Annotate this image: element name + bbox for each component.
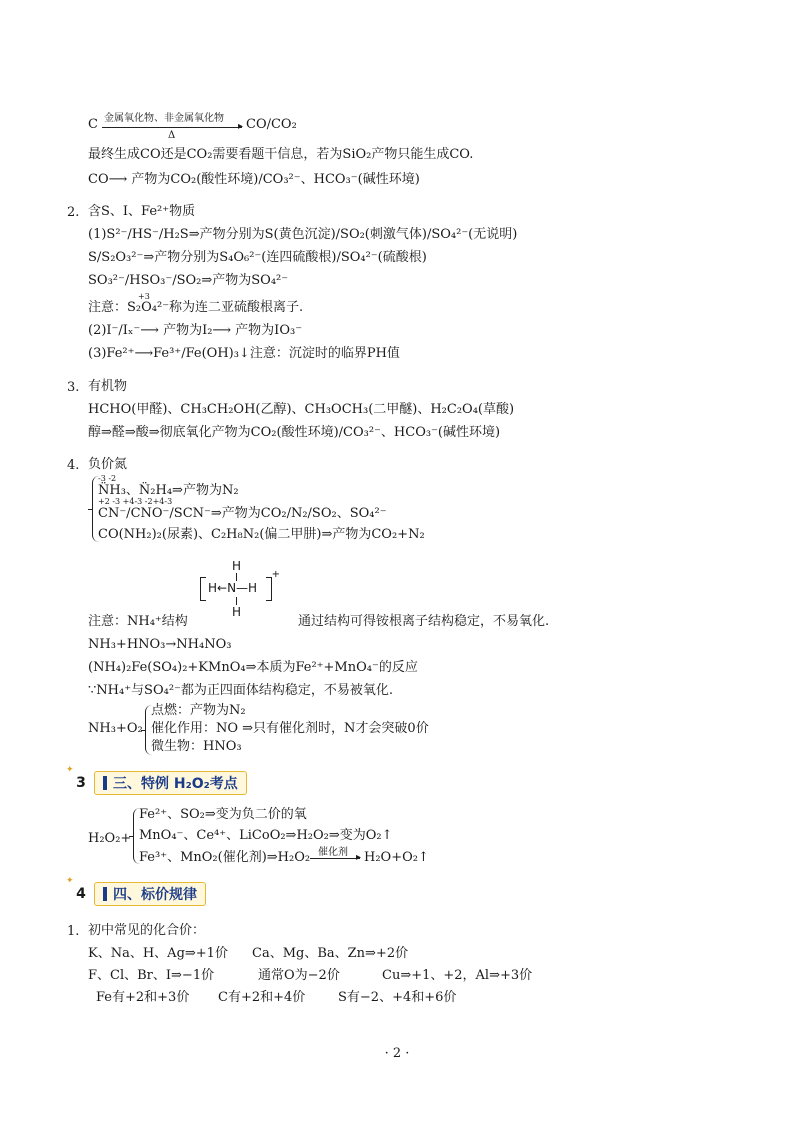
- bracket-left: [200, 577, 206, 601]
- text-line: 最终生成CO还是CO₂需要看题干信息，若为SiO₂产物只能生成CO.: [88, 147, 474, 162]
- text-line: 注意：S₂O₄²⁻称为连二亚硫酸根离子.: [88, 300, 304, 315]
- atom-h: H: [232, 605, 242, 619]
- item-title: 含S、I、Fe²⁺物质: [88, 204, 196, 219]
- text-line: S/S₂O₃²⁻⇒产物分别为S₄O₆²⁻(连四硫酸根)/SO₄²⁻(硫酸根): [88, 250, 427, 265]
- text-line: 点燃：产物为N₂: [151, 703, 246, 718]
- oxidation-states: -3 -2: [98, 474, 117, 483]
- item-number: 4.: [67, 458, 80, 473]
- text-line: CN⁻/CNO⁻/SCN⁻⇒产物为CO₂/N₂/SO₂、SO₄²⁻: [98, 506, 387, 521]
- item-number: 1.: [67, 924, 80, 939]
- text-line: N̈H₃、N̈₂H₄⇒产物为N₂: [98, 483, 239, 498]
- text-line: F、Cl、Br、I⇒−1价: [88, 968, 215, 983]
- text-line: 通常O为−2价: [258, 968, 340, 983]
- section-title: 三、特例 H₂O₂考点: [94, 771, 247, 795]
- item-title: 负价氮: [88, 457, 128, 472]
- text-line: S有−2、+4和+6价: [338, 990, 457, 1005]
- text-line: (2)I⁻/Iₓ⁻⟶ 产物为I₂⟶ 产物为IO₃⁻: [88, 323, 303, 338]
- text-line: Fe有+2和+3价: [96, 990, 190, 1005]
- text-line: 催化作用：NO ⇒只有催化剂时，N才会突破0价: [151, 721, 429, 736]
- reaction-arrow: [102, 127, 242, 128]
- text-line: (NH₄)₂Fe(SO₄)₂+KMnO₄⇒本质为Fe²⁺+MnO₄⁻的反应: [88, 660, 418, 675]
- section-header: [72, 771, 247, 795]
- reactant: NH₃+O₂: [88, 721, 143, 736]
- text-line: HCHO(甲醛)、CH₃CH₂OH(乙醇)、CH₃OCH₃(二甲醚)、H₂C₂O₄(草酸): [88, 402, 515, 417]
- text-line: 醇⇒醛⇒酸⇒彻底氧化产物为CO₂(酸性环境)/CO₃²⁻、HCO₃⁻(碱性环境): [88, 425, 501, 440]
- section-number: ✦ 3: [72, 773, 90, 793]
- text-line: 通过结构可得铵根离子结构稳定，不易氧化.: [298, 614, 550, 629]
- item-title: 有机物: [88, 379, 128, 394]
- text-line: Fe³⁺、MnO₂(催化剂)⇒H₂O₂: [139, 850, 311, 865]
- text-line: C有+2和+4价: [218, 990, 306, 1005]
- bracket-right: [266, 577, 272, 601]
- carbon-reactant: C: [88, 117, 98, 132]
- text-line: SO₃²⁻/HSO₃⁻/SO₂⇒产物为SO₄²⁻: [88, 273, 289, 288]
- charge: +: [271, 569, 280, 580]
- text-line: K、Na、H、Ag⇒+1价: [88, 946, 228, 961]
- carbon-product: CO/CO₂: [246, 117, 297, 132]
- text-line: MnO₄⁻、Ce⁴⁺、LiCoO₂⇒H₂O₂⇒变为O₂↑: [139, 828, 393, 843]
- item-title: 初中常见的化合价：: [88, 923, 206, 938]
- item-number: 2.: [67, 205, 80, 220]
- oxidation-state: +3: [138, 292, 150, 301]
- section-header: [72, 882, 206, 906]
- arrow-condition-bottom: Δ: [168, 130, 176, 141]
- arrow-head-icon: ▸: [238, 121, 244, 132]
- text-line: (3)Fe²⁺⟶Fe³⁺/Fe(OH)₃↓注意：沉淀时的临界PH值: [88, 346, 400, 361]
- text-line: Ca、Mg、Ba、Zn⇒+2价: [252, 946, 409, 961]
- ammonium-structure: [200, 559, 280, 619]
- structure-row: H←N—H: [208, 581, 258, 595]
- text-line: ∵NH₄⁺与SO₄²⁻都为正四面体结构稳定，不易被氧化.: [88, 683, 394, 698]
- reactant: H₂O₂+: [88, 831, 132, 846]
- text-line: (1)S²⁻/HS⁻/H₂S⇒产物分别为S(黄色沉淀)/SO₂(刺激气体)/SO₄²⁻(无说明): [88, 227, 518, 242]
- section-number: ✦ 4: [72, 884, 90, 904]
- atom-h: H: [232, 559, 242, 573]
- text-line: NH₃+HNO₃→NH₄NO₃: [88, 637, 232, 652]
- text-line: CO⟶ 产物为CO₂(酸性环境)/CO₃²⁻、HCO₃⁻(碱性环境): [88, 172, 420, 187]
- item-number: 3.: [67, 380, 80, 395]
- oxidation-states: +2 -3 +4-3 -2+4-3: [98, 497, 173, 506]
- reaction-arrow: [310, 858, 360, 859]
- bond: [236, 573, 237, 581]
- section-title: 四、标价规律: [94, 882, 206, 906]
- text-line: Fe²⁺、SO₂⇒变为负二价的氧: [139, 807, 307, 822]
- text-line: CO(NH₂)₂(尿素)、C₂H₈N₂(偏二甲肼)⇒产物为CO₂+N₂: [98, 527, 425, 542]
- bond: [236, 597, 237, 605]
- arrow-condition: 催化剂: [318, 847, 348, 858]
- text-line: Cu⇒+1、+2，Al⇒+3价: [382, 968, 533, 983]
- text-line: H₂O+O₂↑: [364, 850, 429, 865]
- arrow-condition-top: 金属氧化物、非金属氧化物: [104, 113, 224, 124]
- text-line: 微生物：HNO₃: [151, 739, 242, 754]
- page-number: · 2 ·: [384, 1046, 410, 1061]
- arrow-head-icon: ▸: [356, 852, 362, 863]
- text-line: 注意：NH₄⁺结构: [88, 614, 188, 629]
